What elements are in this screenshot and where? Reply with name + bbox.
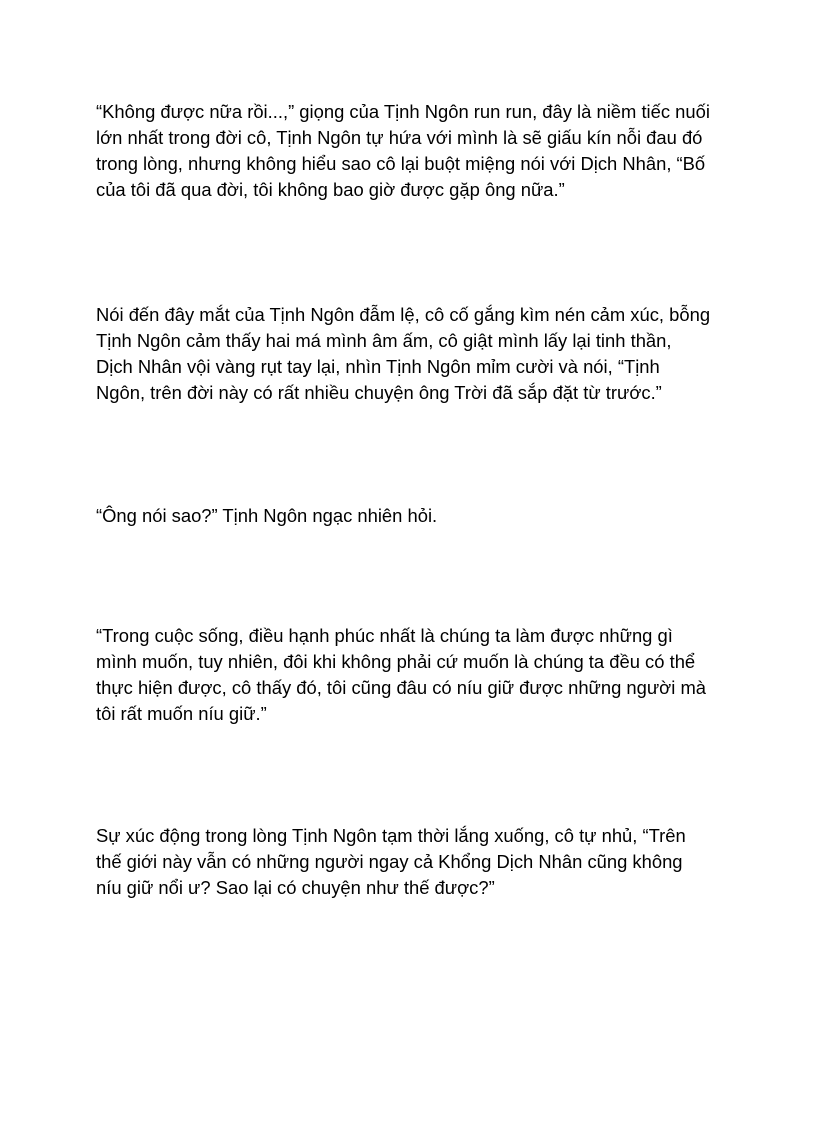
paragraph-line: Ngôn, trên đời này có rất nhiều chuyện ông Trời đã sắp đặt từ trước.”	[96, 382, 662, 403]
paragraph-line: Sự xúc động trong lòng Tịnh Ngôn tạm thời lắng xuống, cô tự nhủ, “Trên	[96, 825, 686, 846]
paragraph-line: “Ông nói sao?” Tịnh Ngôn ngạc nhiên hỏi.	[96, 505, 438, 526]
paragraph-line: Dịch Nhân vội vàng rụt tay lại, nhìn Tịnh Ngôn mỉm cười và nói, “Tịnh	[96, 356, 660, 377]
paragraph-line: “Không được nữa rồi...,” giọng của Tịnh Ngôn run run, đây là niềm tiếc nuối	[96, 101, 710, 122]
paragraph-3	[96, 503, 724, 529]
paragraph-line: của tôi đã qua đời, tôi không bao giờ được gặp ông nữa.”	[96, 179, 565, 200]
paragraph-line: níu giữ nổi ư? Sao lại có chuyện như thế được?”	[96, 877, 495, 898]
paragraph-line: trong lòng, nhưng không hiểu sao cô lại buột miệng nói với Dịch Nhân, “Bố	[96, 153, 706, 174]
paragraph-line: mình muốn, tuy nhiên, đôi khi không phải cứ muốn là chúng ta đều có thể	[96, 651, 696, 672]
paragraph-line: thế giới này vẫn có những người ngay cả Khổng Dịch Nhân cũng không	[96, 851, 683, 872]
paragraph-1	[96, 99, 724, 203]
paragraph-line: thực hiện được, cô thấy đó, tôi cũng đâu có níu giữ được những người mà	[96, 677, 706, 698]
paragraph-line: Tịnh Ngôn cảm thấy hai má mình âm ấm, cô giật mình lấy lại tinh thần,	[96, 330, 672, 351]
paragraph-line: tôi rất muốn níu giữ.”	[96, 703, 267, 724]
paragraph-4	[96, 623, 724, 727]
paragraph-line: Nói đến đây mắt của Tịnh Ngôn đẫm lệ, cô cố gắng kìm nén cảm xúc, bỗng	[96, 304, 711, 325]
paragraph-line: lớn nhất trong đời cô, Tịnh Ngôn tự hứa với mình là sẽ giấu kín nỗi đau đó	[96, 127, 703, 148]
paragraph-2	[96, 302, 724, 406]
paragraph-line: “Trong cuộc sống, điều hạnh phúc nhất là chúng ta làm được những gì	[96, 625, 673, 646]
paragraph-5	[96, 823, 724, 901]
